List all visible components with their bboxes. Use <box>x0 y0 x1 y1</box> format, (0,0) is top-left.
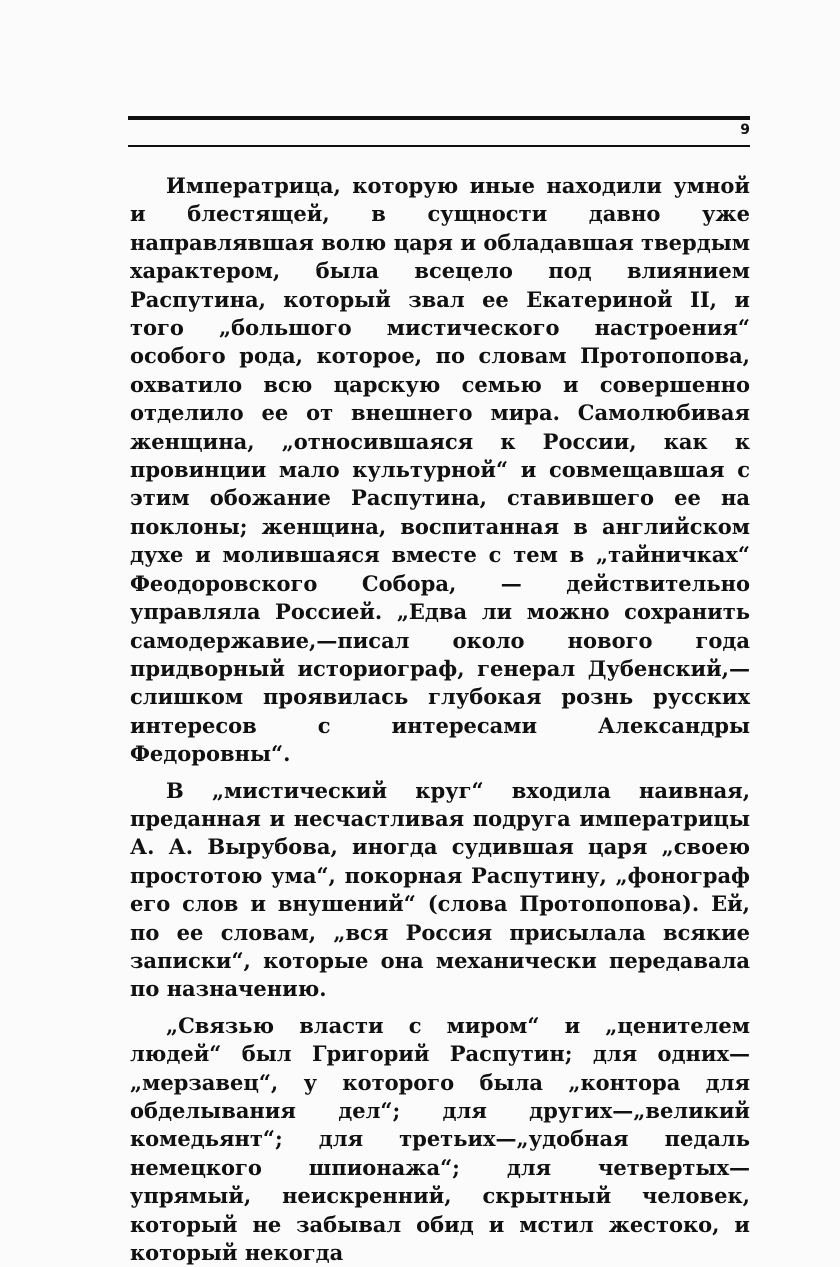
header-rule-thin <box>128 145 750 147</box>
paragraph-1: Императрица, которую иные находили умной и блестящей, в сущности давно уже направлявшая волю царя и обладавшая твердым характером, была всецело под влиянием Распутина, который звал ее Екатериной II, и того „большого мистического настроения“ особого рода, которое, по словам Протопопова, охватило всю царскую семью и совершенно отделило ее от внешнего мира. Самолюбивая женщина, „относившаяся к России, как к провинции мало культурной“ и совмещавшая с этим обожание Распутина, ставившего ее на поклоны; женщина, воспитанная в английском духе и молившаяся вместе с тем в „тайничках“ Феодоровского Собора, — действительно управляла Россией. „Едва ли можно сохранить самодержавие,—писал около нового года придворный историограф, генерал Дубенский,—слишком проявилась глубокая рознь русских интересов с интересами Александры Федоровны“. <box>130 173 750 767</box>
page-number: 9 <box>740 122 750 138</box>
paragraph-2: В „мистический круг“ входила наивная, преданная и несчастливая подруга императрицы А. А. Вырубова, иногда судившая царя „своею простотою ума“, покорная Распутину, „фонограф его слов и внушений“ (слова Протопопова). Ей, по ее словам, „вся Россия присылала всякие записки“, которые она механически передавала по назначению. <box>130 777 750 1002</box>
header-rule-thick <box>128 116 750 120</box>
body-text <box>130 172 750 1267</box>
paragraph-3: „Связью власти с миром“ и „ценителем людей“ был Григорий Распутин; для одних—„мерзавец“, у которого была „контора для обделывания дел“; для других—„великий комедьянт“; для третьих—„удобная педаль немецкого шпионажа“; для четвертых—упрямый, неискренний, скрытный человек, который не забывал обид и мстил жестоко, и который некогда <box>130 1012 750 1266</box>
